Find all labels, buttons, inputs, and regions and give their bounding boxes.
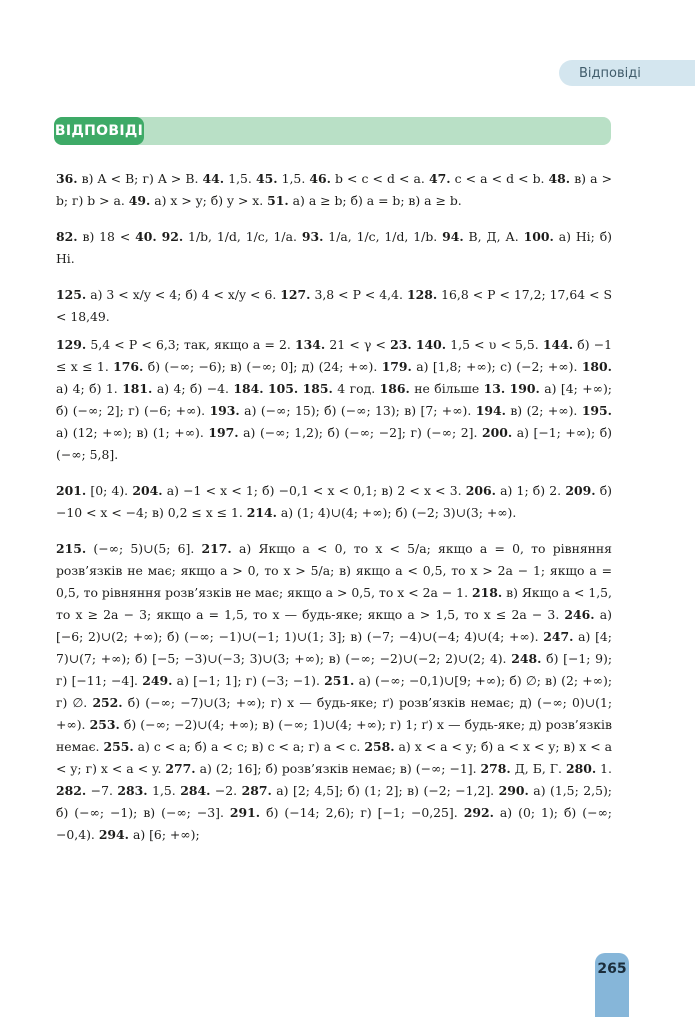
answers-body — [56, 168, 612, 852]
page-number: 265 — [595, 953, 629, 1017]
answers-paragraph: 129. 5,4 < P < 6,3; так, якщо a = 2. 134. 21 < γ < 23. 140. 1,5 < υ < 5,5. 144. б) −1 ≤ x ≤ 1. 176. б) (−∞; −6); в) (−∞; 0]; д) (24; +∞). 179. а) [1,8; +∞); с) (−2; +∞). 180. а) 4; б) 1. 181. а) 4; б) −4. 184. 105. 185. 4 год. 186. не більше 13. 190. а) [4; +∞); б) (−∞; 2]; г) (−6; +∞). 193. а) (−∞; 15); б) (−∞; 13); в) [7; +∞). 194. в) (2; +∞). 195. а) (12; +∞); в) (1; +∞). 197. а) (−∞; 1,2); б) (−∞; −2]; г) (−∞; 2]. 200. а) [−1; +∞); б) (−∞; 5,8]. — [56, 337, 612, 462]
answers-paragraph: 36. в) A < B; г) A > B. 44. 1,5. 45. 1,5. 46. b < c < d < a. 47. c < a < d < b. 48. в) a > b; г) b > a. 49. а) x > y; б) y > x. 51. а) a ≥ b; б) a = b; в) a ≥ b. — [56, 171, 612, 208]
section-tab — [559, 60, 695, 86]
section-tab-label: Відповіді — [579, 65, 641, 81]
answers-paragraph: 201. [0; 4). 204. а) −1 < x < 1; б) −0,1 < x < 0,1; в) 2 < x < 3. 206. а) 1; б) 2. 209. б) −10 < x < −4; в) 0,2 ≤ x ≤ 1. 214. а) (1; 4)∪(4; +∞); б) (−2; 3)∪(3; +∞). — [56, 483, 613, 520]
answers-paragraph: 125. а) 3 < x/y < 4; б) 4 < x/y < 6. 127. 3,8 < P < 4,4. 128. 16,8 < P < 17,2; 17,64 < S < 18,49. — [56, 287, 612, 324]
answers-paragraph: 215. (−∞; 5)∪(5; 6]. 217. а) Якщо a < 0, то x < 5/a; якщо a = 0, то рівняння розв’язків не має; якщо a > 0, то x > 5/a; в) якщо a < 0,5, то x > 2a − 1; якщо a = 0,5, то рівняння розв’язків не має; якщо a > 0,5, то x < 2a − 1. 218. в) Якщо a < 1,5, то x ≥ 2a − 3; якщо a = 1,5, то x — будь-яке; якщо a > 1,5, то x ≤ 2a − 3. 246. а) [−6; 2)∪(2; +∞); б) (−∞; −1)∪(−1; 1)∪(1; 3]; в) (−7; −4)∪(−4; 4)∪(4; +∞). 247. а) [4; 7)∪(7; +∞); б) [−5; −3)∪(−3; 3)∪(3; +∞); в) (−∞; −2)∪(−2; 2)∪(2; 4). 248. б) [−1; 9); г) [−11; −4]. 249. а) [−1; 1]; г) (−3; −1). 251. а) (−∞; −0,1)∪[9; +∞); б) ∅; в) (2; +∞); г) ∅. 252. б) (−∞; −7)∪(3; +∞); г) x — будь-яке; ґ) розв’язків немає; д) (−∞; 0)∪(1; +∞). 253. б) (−∞; −2)∪(4; +∞); в) (−∞; 1)∪(4; +∞); г) 1; ґ) x — будь-яке; д) розв’язків немає. 255. а) c < a; б) a < c; в) c < a; г) a < c. 258. а) x < a < y; б) a < x < y; в) x < a < y; г) x < a < y. 277. а) (2; 16]; б) розв’язків немає; в) (−∞; −1]. 278. Д, Б, Г. 280. 1. 282. −7. 283. 1,5. 284. −2. 287. а) [2; 4,5]; б) (1; 2]; в) (−2; −1,2]. 290. а) (1,5; 2,5); б) (−∞; −1); в) (−∞; −3]. 291. б) (−14; 2,6); г) [−1; −0,25]. 292. а) (0; 1); б) (−∞; −0,4). 294. а) [6; +∞); — [56, 541, 613, 842]
section-banner — [54, 117, 611, 145]
answers-paragraph: 82. в) 18 < 40. 92. 1/b, 1/d, 1/c, 1/a. 93. 1/a, 1/c, 1/d, 1/b. 94. В, Д, А. 100. а) Ні; б) Ні. — [56, 229, 612, 266]
section-title: ВІДПОВІДІ — [54, 117, 144, 145]
